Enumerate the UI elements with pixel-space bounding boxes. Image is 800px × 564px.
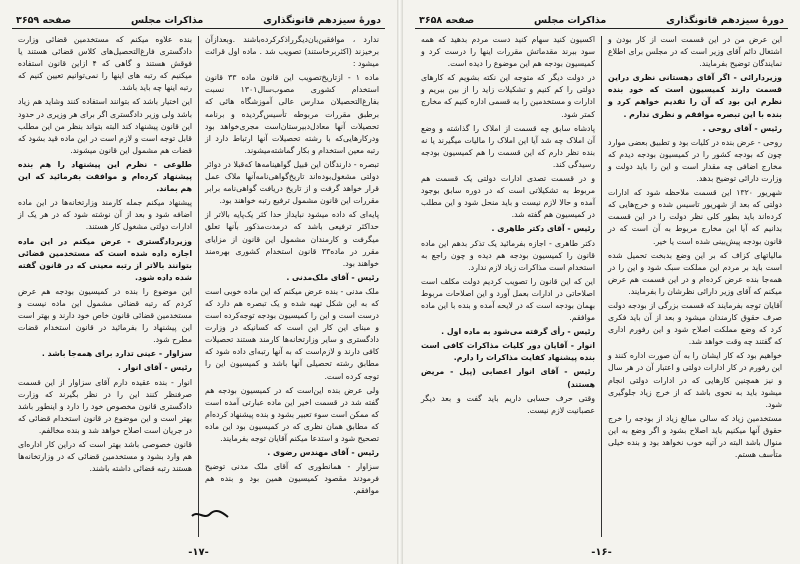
- speaker-paragraph: رئیس - آقای انوار .: [117, 363, 192, 373]
- pen-mark-icon: [190, 508, 230, 522]
- text-paragraph: شهریور ۱۳۲۰ این قسمت ملاحظه شود که ادارات‌ دولتی که بعد از شهریور تاسیس‌ شده‌ و‌ خرج‌هایی که کرده‌اند باید‌ بطور‌ کلی نظر دولت را در این‌ قسمت بدانیم که آیا این مخارج‌ مربوط‌ به‌ آن است که در قانون بودجه پیش‌بینی شده است یا خیر.: [608, 188, 783, 246]
- speaker-paragraph: طلوعی - نظرم این پیشنهاد را هم بنده پیشنهاد کرده‌ام و موافقت بفرمائید که‌ این هم بماند.: [18, 159, 192, 194]
- text-paragraph: آقایان توجه بفرمایند که قسمت بزرگی از بودجه دولت صرف حقوق‌ کارمندان میشود و بعد از آن باید فکری کرد که وضع مملکت اصلاح شود و این رفورم اداری که گفتند چه وقت خواهد شد.: [608, 300, 782, 347]
- text-paragraph: این اختیار باشد که بتوانند استفاده کنند وشاید هم‌ زیاد باشد ولی وزیر دادگستری اگر برای هر وزیری در حدود این قانون پیشنهاد کند البته بتواند بنظر من این مطلب قابل‌ توجه است و لازم است در این ماده قید بشود که قضات هم مشمول این قانون میشوند.: [18, 97, 192, 155]
- speaker-paragraph: رئیس - رأی‌ گرفته می‌شود به ماده اول .: [441, 327, 595, 337]
- right-page-folio: -۱۶-: [591, 547, 612, 558]
- speaker-paragraph: رئیس - آقای مهندس رضوی .: [267, 448, 379, 458]
- right-header-section: مذاکرات مجلس: [534, 15, 607, 26]
- text-paragraph: قانون خصوصی باشد بهتر است که دراین‌ کار اداره‌ای هم وارد‌ بشود و مستخدمین قضائی که در وزارتخانه‌ها هستند رتبه قضائی داشته باشند.: [18, 440, 192, 474]
- speaker-paragraph: وزیردارائی - اگر آقای دهستانی نظری دراین‌ قسمت دارند کمیسیون است‌ که خود بنده نظرم این بود که آن را تقدیم خواهم کرد و بنده با این تبصره موافقم و نظری ندارم .: [608, 73, 782, 119]
- text-paragraph: ملک مدنی - بنده عرض میکنم که این ماده خوبی است که به‌ این شکل تهیه شده و یک تبصره‌ هم دارد که درست است و این را کمیسیون بودجه توجه‌کرده است و مبنا‌ی این کار این است که کسانیکه در وزارت دادگستری و سایر وزارتخانه‌ها کارمند‌ هستند تحصیلات کافی دارند و لازم‌است‌ که به آنها رتبه‌ای‌ داده شود که مطابق رشته تحصیلی آنها باشد و کمیسیون‌ این را توجه کرده است.: [205, 286, 379, 381]
- right-page-column-left: [415, 34, 601, 539]
- left-page-column-left: [12, 34, 198, 539]
- speaker-paragraph: رئیس - آقای روحی .: [702, 123, 782, 133]
- text-paragraph: بنده علاوه میکنم که مستخدمین‌ قضائی وزارت دادگستری فارغ‌التحصیل‌های کلاس قضائی هستند یا فوقش هستند و گاهی که ۴ ازاین قانون استفاده میکنیم که رتبه های اینها را نمی‌توانیم تعیین کنیم که رتبه اینها چه باید باشد.: [18, 35, 192, 93]
- text-paragraph: پایه‌ای که داده میشود نبایداز حدا کثر یک‌پایه‌ بالاتر از حداکثر ترفیعی باشد که در‌مدت‌مذکور بآنها تعلق میگرفت و کارمندان مشمول این قانون از مزایای مقرر در ماده۳۳ قانون استخدام کشوری بهره‌مند خواهند بود.: [205, 210, 379, 268]
- speaker-paragraph: رئیس - آقای انوار اعصابی (پیل - مریض هستند): [421, 367, 595, 389]
- left-header-page-number: صفحه ۳۶۵۹: [16, 15, 72, 26]
- speaker-paragraph: سزاوار - عینی تدارد برای همه‌جا باشد .: [41, 349, 192, 359]
- text-paragraph: ولی عرض بنده این‌است که‌ در کمیسیون بودجه هم گفته شد در قسمت اخیر این ماده عبارتی آمده است‌ که ممکن است‌ سوء تعبیر بشود‌ و بنده‌ پیشنهاد کرده‌ام‌ که مطابق همان‌ نظری که در کمیسیون بود این ماده تصحیح شود و استدعا میکنم آقایان توجه بفرمایند.: [205, 385, 379, 443]
- text-paragraph: پادشاه سابق‌ چه‌ قسمت‌ از املاک را‌ گذاشته و وضع آن املاک چه شد آیا این املاک را مالیات میگیرند یا نه بنده نظر دارم که این‌ قسمت را‌ هم کمیسیون بودجه رسیدگی کند.: [421, 123, 595, 169]
- text-paragraph: انوار - بنده عقیده‌ دارم‌ آقای سزاوار از این قسمت صرفنظر کنند این را در نظر بگیرند که وزارت دادگستری قانون مخصوص خود را دارد و اینطور باشد بهتر است و‌ این موضوع در قانون استخدام قضائی که در جریان است اصلاح خواهد شد و بنده مخالفم.: [18, 377, 192, 435]
- right-page: [403, 0, 800, 564]
- text-paragraph: مستخدمین زیاد که سالی مبالغ زیاد از بودجه را خرج حقوق آنها میکنیم باید اصلاح‌ بشود و‌ اگر‌ وضع به این منوال باشد البته در آتیه خوب نخواهد بود و بنده‌ خیلی متأسف هستم.: [608, 413, 782, 460]
- right-page-header: [415, 10, 788, 29]
- speaker-paragraph: وزیردادگستری - عرض میکنم در این ماده اجازه داده شده است که مستخدمین قضائی بتوانند بالاتر از رتبه معینی که در قانون گفته شده داده شود.: [18, 236, 192, 282]
- text-paragraph: مالیاتهای کزاف که بر این وضع بدبخت تحمیل شده است باید بر‌ مردم ‌این‌ مملکت‌ سبک‌ شود و این را در همه‌جا بنده عرض کرده‌ام و در این قسمت هم عرض میکنم که آقای وزیر دارائی نظرشان را بفرمایند.: [608, 250, 782, 296]
- text-paragraph: در دولت دیگر که متوجه این‌ نکته بشویم که کارهای دولتی را کم کنیم و تشکیلات زاید را از بین ببریم و‌ ادارات و‌ مستخدمین‌ را به‌ قسمی اداره کنیم که مخارج کمتر شود.: [421, 73, 595, 119]
- speaker-paragraph: رئیس - آقای ملک‌مدنی .: [286, 272, 379, 282]
- left-page-column-right: [199, 34, 385, 539]
- right-header-page-number: صفحه ۳۶۵۸: [419, 15, 475, 26]
- left-page-folio: -۱۷-: [188, 547, 209, 558]
- right-page-columns: [415, 34, 788, 539]
- text-paragraph: اکسیون کنید سهام کنید دست مردم بدهید که همه سود ببرند مقدماتش مقررات اینها را درست کرد و کمیسیون بودجه ‌هم این‌ موضوع را دیده‌ است.: [421, 35, 595, 69]
- column-divider: [198, 36, 199, 537]
- text-paragraph: وقتی‌ حرف حسابی داریم باید گفت و بعد دیگر عصبانیت لازم نیست.: [421, 393, 595, 415]
- left-header-section: مذاکرات مجلس: [131, 15, 204, 26]
- right-page-column-right: [602, 34, 788, 539]
- left-header-title: دورهٔ سیزدهم قانونگذاری: [263, 15, 381, 26]
- left-page-header: [12, 10, 385, 29]
- speaker-paragraph: انوار - آقایان دور کلیات مذاکرات کافی است بنده پیشنهاد‌ کفایت مذاکرات را دارم.: [421, 341, 595, 363]
- text-paragraph: روحی - عرض بنده در کلیات بود و‌ تطبیق بعضی موارد چون که بودجه کشور را‌ در کمیسیون بودجه دیدم که مخارج اضافی چه‌ مقدار‌ است و این را باید دولت و‌ وزارت دارائی توضیح بدهد.: [608, 137, 782, 184]
- text-paragraph: ندارد ، موافقین‌بان‌دیگر‌را‌ذکرکرده‌باشند .و‌بعد‌از‌آن برخیزند (اکثر‌برخاستند) تصویب شد . ماده اول قرائت میشود :: [205, 35, 379, 69]
- right-header-title: دورهٔ سیزدهم قانونگذاری: [666, 15, 784, 26]
- text-paragraph: پیشنهاد میکنم جمله کارمند وزارتخانه‌ها در این ماده اضافه شود و بعد از آن نوشته شود که ‌در‌ هر‌ یک از ادارات دولتی مشغول کار هستند.: [18, 198, 192, 232]
- text-paragraph: تبصره - دارندگان این قبیل گواهینامه‌ها که‌قبلا در دوائر دولتی مشغول‌بوده‌اند تاریخ‌گواهی‌نامه‌آنها ملاک عمل قرار خواهد گرفت و از تاریخ دریافت گواهی‌نامه بر‌ابر مقررات این قانون مشمول ترفیع رتبه خواهند بود.: [205, 159, 379, 206]
- left-page-columns: [12, 34, 385, 539]
- speaker-paragraph: رئیس - آقای دکتر طاهری .: [491, 224, 595, 234]
- column-divider: [601, 36, 602, 537]
- text-paragraph: سزاوار - همانطوری که آقای ملک مدنی توضیح فرمودند مقصود کمیسیون همین بود و‌ بنده‌ هم موافقم.: [205, 462, 379, 496]
- text-paragraph: این موضوع را بنده در کمیسیون بودجه هم عرض کردم که رتبه قضائی مشمول این ماده نیست و‌ مستخدمین قضائی قانون خاص خود دارند و بهتر است این پیشنهاد را بفرمائید در قانون استخدام قضات مطرح شود.: [18, 286, 192, 345]
- text-paragraph: و در‌ قسمت تصدی ادارات دولتی یک قسمت هم ‌مربوط به تشکیلاتی است که در دوره سابق‌ بوجود آمده‌ و‌ حالا‌ لازم‌ نیست و باید منحل شود و این‌ مطلب در کمیسیون هم‌ گفته شد.: [421, 174, 595, 220]
- left-page: [0, 0, 397, 564]
- text-paragraph: دکتر طاهری - اجازه بفرمائید یک تذکر بدهم این ماده قانون‌ را کمیسیون‌ بودجه هم دیده و چون راجع به استخدام است مذاکرات زیاد لازم ندارد.: [421, 238, 595, 272]
- text-paragraph: این عرض من در این قسمت‌ است از‌ کار بودن و اشتغال دائم آقای وزیر است که در مجلس برای اطلاع نمایندگان توضیح بفرمایند.: [608, 35, 782, 69]
- text-paragraph: این که این قانون را تصویب کردیم دولت مکلف است اصلاحاتی در ادارات بعمل آورد و این اصلاحات مربوط بهمان بودجه است که در لایحه آمده و‌ بنده با این ماده موافقم.: [421, 276, 595, 323]
- text-paragraph: ماده ۱ - از‌تاریخ‌تصویب این قانون ماده ۳۳ قانون استخدام کشوری مصوب‌سال‌۱۳۰۱ نسبت بفارغ‌التحصیلان مدارس عالی آموزشگاه هائی که بر‌طبق مقررات مربوطه تأسیس‌گردیده و برنامه تحصیلات آنها معادل‌دبیرستان‌است مجری‌خواهد بود و‌در‌کار‌هایی‌که با رشته تحصیلات آنها ارتباط دارد از رتبه معین استخدام و بکار گماشته‌میشوند.: [205, 73, 380, 155]
- text-paragraph: خواهیم بود که کار ایشان را به‌ آن صورت اداره کنند و این رفورم در کار ادارات دولتی و اعتبار آن در هر سال و نیز همچنین کارهایی که در ادارات دولتی انجام‌ میشود باید‌ به‌ نحوی‌ باشد که از خرج زیاد جلوگیری شود.: [608, 351, 782, 409]
